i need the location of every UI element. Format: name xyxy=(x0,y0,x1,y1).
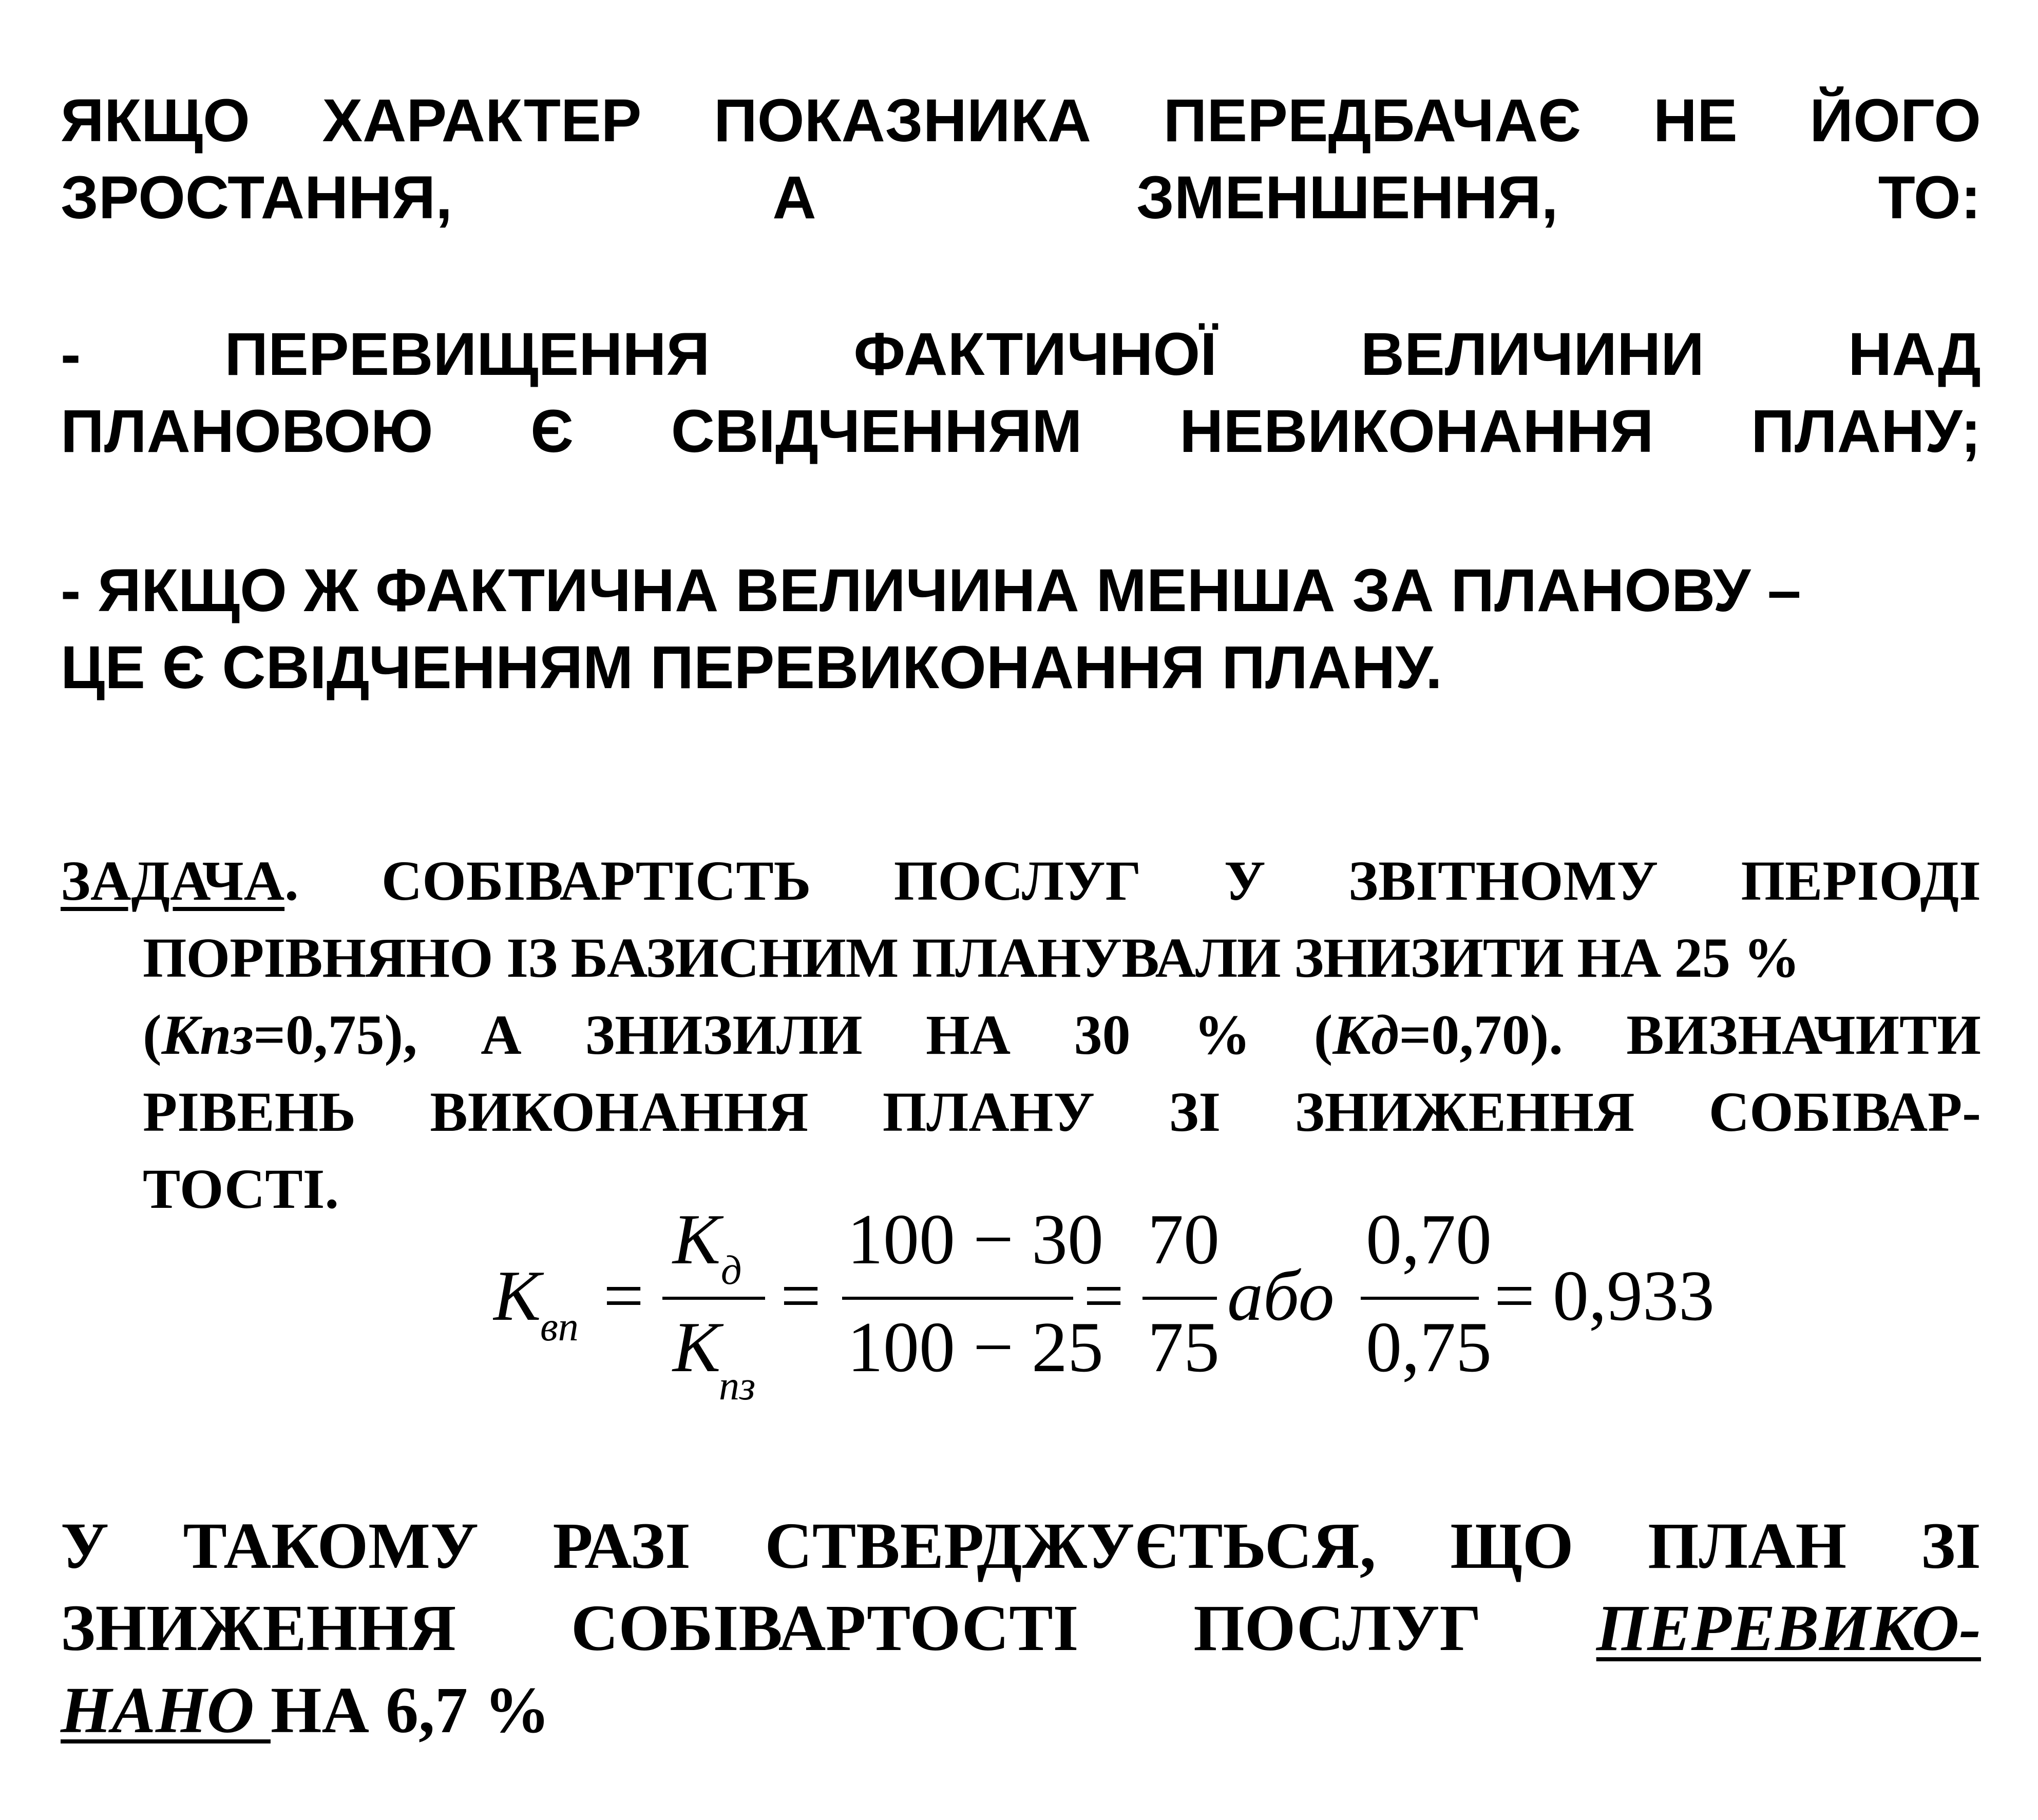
word: ЗНИЖЕННЯ xyxy=(61,1591,456,1664)
word: СОБІВАРТІСТЬ xyxy=(381,849,811,912)
task-line-1 xyxy=(61,842,1981,919)
point-2-line-1: - ЯКЩО Ж ФАКТИЧНА ВЕЛИЧИНА МЕНША ЗА ПЛАНОВУ – xyxy=(61,557,1801,624)
word: ЗРОСТАННЯ, xyxy=(61,164,453,232)
task-line-3 xyxy=(143,996,1981,1073)
word: ПОСЛУГ xyxy=(893,849,1141,912)
word: - xyxy=(61,320,81,388)
conclusion-line-3 xyxy=(61,1669,1981,1751)
intro-line-2 xyxy=(61,159,1981,236)
point-2-line-2: ЦЕ Є СВІДЧЕННЯМ ПЕРЕВИКОНАННЯ ПЛАНУ. xyxy=(61,634,1442,702)
kd-symbol: Кд xyxy=(1332,1003,1399,1066)
word: НАД xyxy=(1848,320,1981,388)
task-line-2: ПОРІВНЯНО ІЗ БАЗИСНИМ ПЛАНУВАЛИ ЗНИЗИТИ НА 25 % xyxy=(143,926,1800,989)
word: ХАРАКТЕР xyxy=(322,87,642,155)
word: % xyxy=(1194,1003,1251,1066)
abo-word: або xyxy=(1227,1256,1335,1336)
word: СВІДЧЕННЯМ xyxy=(671,397,1082,465)
word: НЕВИКОНАННЯ xyxy=(1179,397,1654,465)
task-body xyxy=(61,919,1981,1227)
word: ФАКТИЧНОЇ xyxy=(853,320,1217,388)
word: ПЕРЕДБАЧАЄ xyxy=(1163,87,1582,155)
word: СОБІВАРТОСТІ xyxy=(571,1591,1079,1664)
kd-group xyxy=(1314,996,1563,1073)
intro-paragraph xyxy=(61,82,1981,236)
equals-1: = xyxy=(603,1256,644,1336)
word: ЗВІТНОМУ xyxy=(1348,849,1659,912)
k-d-subscript: д xyxy=(721,1248,742,1293)
kd-value: =0,70). xyxy=(1399,1003,1563,1066)
k-vp-subscript: вп xyxy=(540,1304,579,1350)
paren-open: ( xyxy=(143,1003,162,1066)
word: ЗНИЖЕННЯ xyxy=(1294,1080,1635,1143)
word: СОБІВАР- xyxy=(1708,1080,1981,1143)
denominator-4: 0,75 xyxy=(1366,1307,1492,1387)
word: ПЕРЕВИЩЕННЯ xyxy=(224,320,710,388)
kpz-symbol: Кпз xyxy=(161,1003,254,1066)
numerator-2: 100 − 30 xyxy=(847,1200,1103,1279)
word: ЯКЩО xyxy=(61,87,250,155)
word: 30 xyxy=(1074,1003,1131,1066)
equals-3: = xyxy=(1083,1256,1124,1336)
point-2-paragraph xyxy=(61,552,1981,706)
word: ЗІ xyxy=(1920,1509,1981,1582)
k-vp-symbol: К xyxy=(493,1256,541,1336)
k-pz-symbol: К xyxy=(673,1307,720,1387)
word: ВЕЛИЧИНИ xyxy=(1360,320,1705,388)
word: У xyxy=(61,1509,109,1582)
numerator-3: 70 xyxy=(1148,1200,1220,1279)
word: РІВЕНЬ xyxy=(143,1080,356,1143)
word: ВИКОНАННЯ xyxy=(430,1080,809,1143)
overfulfilled-word-part-1: ПЕРЕВИКО- xyxy=(1596,1591,1981,1664)
task-paragraph xyxy=(61,842,1981,1227)
kpz-group xyxy=(143,996,417,1073)
word: ЗНИЗИЛИ xyxy=(585,1003,863,1066)
intro-line-1 xyxy=(61,82,1981,159)
word: У xyxy=(1224,849,1266,912)
word: НЕ xyxy=(1653,87,1738,155)
formula-svg xyxy=(493,1197,1736,1412)
conclusion-line-2 xyxy=(61,1587,1981,1669)
word: ТО: xyxy=(1878,164,1981,232)
word: СТВЕРДЖУЄТЬСЯ, xyxy=(765,1509,1376,1582)
word: Є xyxy=(530,397,574,465)
numerator-4: 0,70 xyxy=(1366,1200,1492,1279)
task-line-5: ТОСТІ. xyxy=(143,1158,339,1220)
denominator-3: 75 xyxy=(1148,1307,1220,1387)
paren-open: ( xyxy=(1313,1003,1333,1066)
conclusion-line-1 xyxy=(61,1505,1981,1587)
word: ТАКОМУ xyxy=(183,1509,479,1582)
word: РАЗІ xyxy=(553,1509,691,1582)
k-d-symbol: К xyxy=(673,1200,720,1279)
point-1-line-2 xyxy=(61,393,1981,470)
formula-result: = 0,933 xyxy=(1494,1256,1715,1336)
word: ПЛАНОВОЮ xyxy=(61,397,433,465)
word: ПЕРІОДІ xyxy=(1741,849,1981,912)
task-label-dot: . xyxy=(284,849,299,912)
task-line-4 xyxy=(143,1073,1981,1150)
overfulfilled-word-part-2: НАНО xyxy=(61,1674,271,1747)
formula xyxy=(493,1197,1736,1412)
kpz-value: =0,75), xyxy=(253,1003,417,1066)
word: ЙОГО xyxy=(1810,87,1981,155)
task-label: ЗАДАЧА xyxy=(61,849,285,912)
word: ЗМЕНШЕННЯ, xyxy=(1136,164,1558,232)
word: ПЛАНУ; xyxy=(1751,397,1981,465)
conclusion-paragraph xyxy=(61,1505,1981,1751)
k-pz-subscript: пз xyxy=(719,1363,756,1409)
point-1-paragraph xyxy=(61,316,1981,470)
denominator-2: 100 − 25 xyxy=(847,1307,1103,1387)
word: А xyxy=(481,1003,522,1066)
percent-text: НА 6,7 % xyxy=(270,1674,550,1747)
task-label-group xyxy=(61,842,299,919)
word: А xyxy=(772,164,816,232)
word: ПЛАНУ xyxy=(882,1080,1095,1143)
word: ВИЗНАЧИТИ xyxy=(1626,1003,1981,1066)
equals-2: = xyxy=(780,1256,821,1336)
word: ЩО xyxy=(1450,1509,1574,1582)
word: НА xyxy=(926,1003,1011,1066)
word: ПОКАЗНИКА xyxy=(713,87,1091,155)
word: ПЛАН xyxy=(1648,1509,1847,1582)
word: ЗІ xyxy=(1169,1080,1221,1143)
point-1-line-1 xyxy=(61,316,1981,393)
word: ПОСЛУГ xyxy=(1193,1591,1481,1664)
